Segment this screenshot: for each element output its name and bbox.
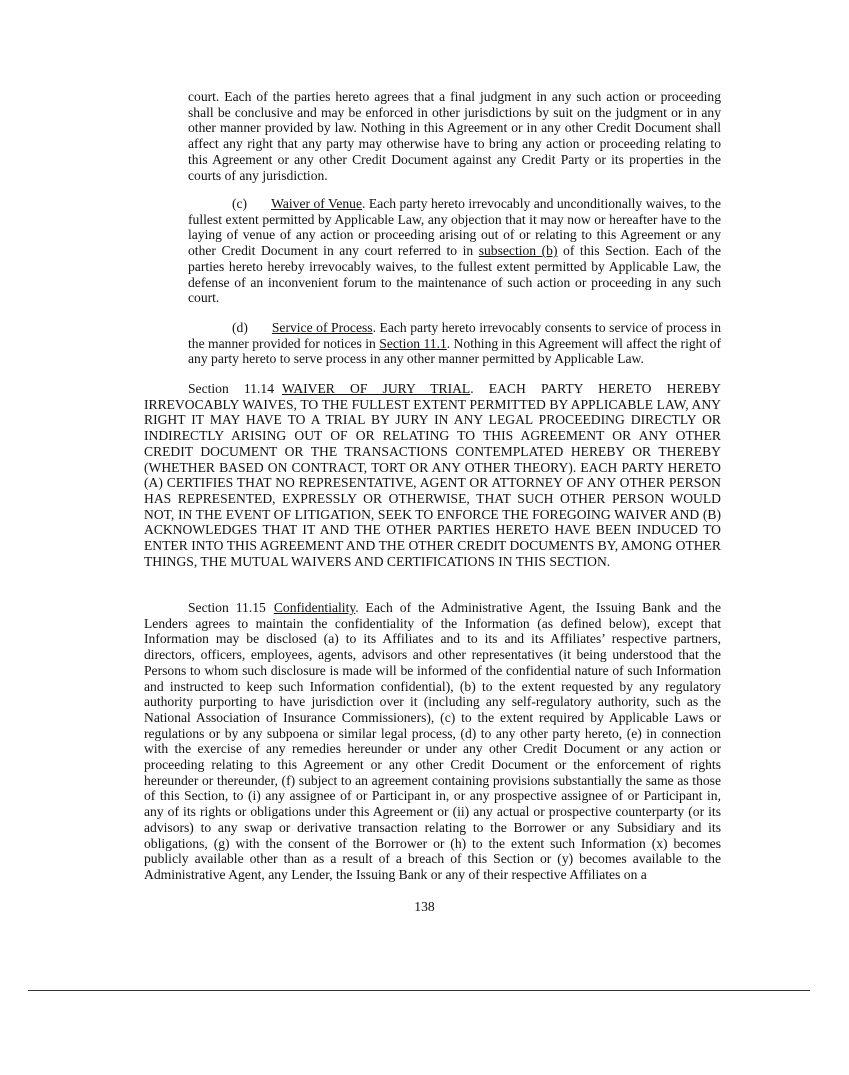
section-11-14-jury-trial	[144, 381, 721, 569]
clause-text-venue-part1: . Each party hereto irrevocably and unconditionally waives, to the fullest extent permitted by Applicable Law, any objection that it may now or hereafter have to the laying of venue of any action or proceeding arising out of or relating to this Agreement or any other Credit Document in any court referred to in	[188, 196, 721, 259]
clause-text-service-part2: . Nothing in this Agreement will affect the right of any party hereto to serve process in any other manner permitted by Applicable Law.	[188, 335, 721, 367]
paragraph-waiver-of-venue	[188, 196, 721, 306]
section-11-15-confidentiality	[144, 600, 721, 883]
clause-text-service-part1: . Each party hereto irrevocably consents to service of process in the manner provided for notices in	[188, 320, 721, 351]
section-heading-waiver-of-jury-trial: WAIVER OF JURY TRIAL	[282, 381, 471, 396]
section-text-jury-trial: . EACH PARTY HERETO HEREBY IRREVOCABLY WAIVES, TO THE FULLEST EXTENT PERMITTED BY APPLICABLE LAW, ANY RIGHT IT MAY HAVE TO A TRIAL BY JURY IN ANY LEGAL PROCEEDING DIRECTLY OR INDIRECTLY ARISING OUT OF OR RELATING TO THIS AGREEMENT OR ANY OTHER CREDIT DOCUMENT OR THE TRANSACTIONS CONTEMPLATED HEREBY OR THEREBY (WHETHER BASED ON CONTRACT, TORT OR ANY OTHER THEORY). EACH PARTY HERETO (A) CERTIFIES THAT NO REPRESENTATIVE, AGENT OR ATTORNEY OF ANY OTHER PERSON HAS REPRESENTED, EXPRESSLY OR OTHERWISE, THAT SUCH OTHER PERSON WOULD NOT, IN THE EVENT OF LITIGATION, SEEK TO ENFORCE THE FOREGOING WAIVER AND (B) ACKNOWLEDGES THAT IT AND THE OTHER PARTIES HERETO HAVE BEEN INDUCED TO ENTER INTO THIS AGREEMENT AND THE OTHER CREDIT DOCUMENTS BY, AMONG OTHER THINGS, THE MUTUAL WAIVERS AND CERTIFICATIONS IN THIS SECTION.	[144, 381, 721, 569]
footer-divider	[28, 990, 810, 991]
clause-heading-waiver-of-venue: Waiver of Venue	[271, 196, 363, 211]
section-text-confidentiality: . Each of the Administrative Agent, the Issuing Bank and the Lenders agrees to maintain the confidentiality of the Information (as defined below), except that Information may be disclosed (a) to its Affiliates and to its and its Affiliates’ respective partners, directors, officers, employees, agents, advisors and other representatives (it being understood that the Persons to whom such disclosure is made will be informed of the confidential nature of such Information and instructed to keep such Information confidential), (b) to the extent requested by any regulatory authority purporting to have jurisdiction over it (including any self-regulatory authority, such as the National Association of Insurance Commissioners), (c) to the extent required by Applicable Laws or regulations or by any subpoena or similar legal process, (d) to any other party hereto, (e) in connection with the exercise of any remedies hereunder or under any other Credit Document or any action or proceeding relating to this Agreement or any other Credit Document or the enforcement of rights hereunder or thereunder, (f) subject to an agreement containing provisions substantially the same as those of this Section, to (i) any assignee of or Participant in, or any prospective assignee of or Participant in, any of its rights or obligations under this Agreement or (ii) any actual or prospective counterparty (or its advisors) to any swap or derivative transaction relating to the Borrower or any Subsidiary and its obligations, (g) with the consent of the Borrower or (h) to the extent such Information (x) becomes publicly available other than as a result of a breach of this Section or (y) becomes available to the Administrative Agent, any Lender, the Issuing Bank or any of their respective Affiliates on a	[144, 600, 721, 882]
paragraph-service-of-process	[188, 320, 721, 367]
paragraph-jurisdiction-continuation: court. Each of the parties hereto agrees that a final judgment in any such action or proceeding shall be conclusive and may be enforced in other jurisdictions by suit on the judgment or in any other manner provided by law. Nothing in this Agreement or in any other Credit Document shall affect any right that any party may otherwise have to bring any action or proceeding relating to this Agreement or any other Credit Document against any Credit Party or its properties in the courts of any jurisdiction.	[188, 89, 721, 183]
cross-reference-subsection-b: subsection (b)	[478, 243, 558, 259]
section-heading-confidentiality: Confidentiality	[273, 600, 356, 615]
clause-label-d: (d)	[232, 320, 248, 335]
section-number-11-14: Section 11.14	[188, 381, 275, 396]
clause-heading-service-of-process: Service of Process	[271, 320, 373, 335]
page-number: 138	[414, 899, 435, 914]
clause-text-venue-part2: of this Section. Each of the parties hereto hereby irrevocably waives, to the fullest extent permitted by Applicable Law, the defense of an inconvenient forum to the maintenance of such action or proceeding in any such court.	[188, 243, 722, 306]
clause-label-c: (c)	[232, 196, 248, 211]
cross-reference-section-11-1: Section 11.1	[379, 335, 447, 351]
section-number-11-15: Section 11.15	[188, 600, 266, 615]
